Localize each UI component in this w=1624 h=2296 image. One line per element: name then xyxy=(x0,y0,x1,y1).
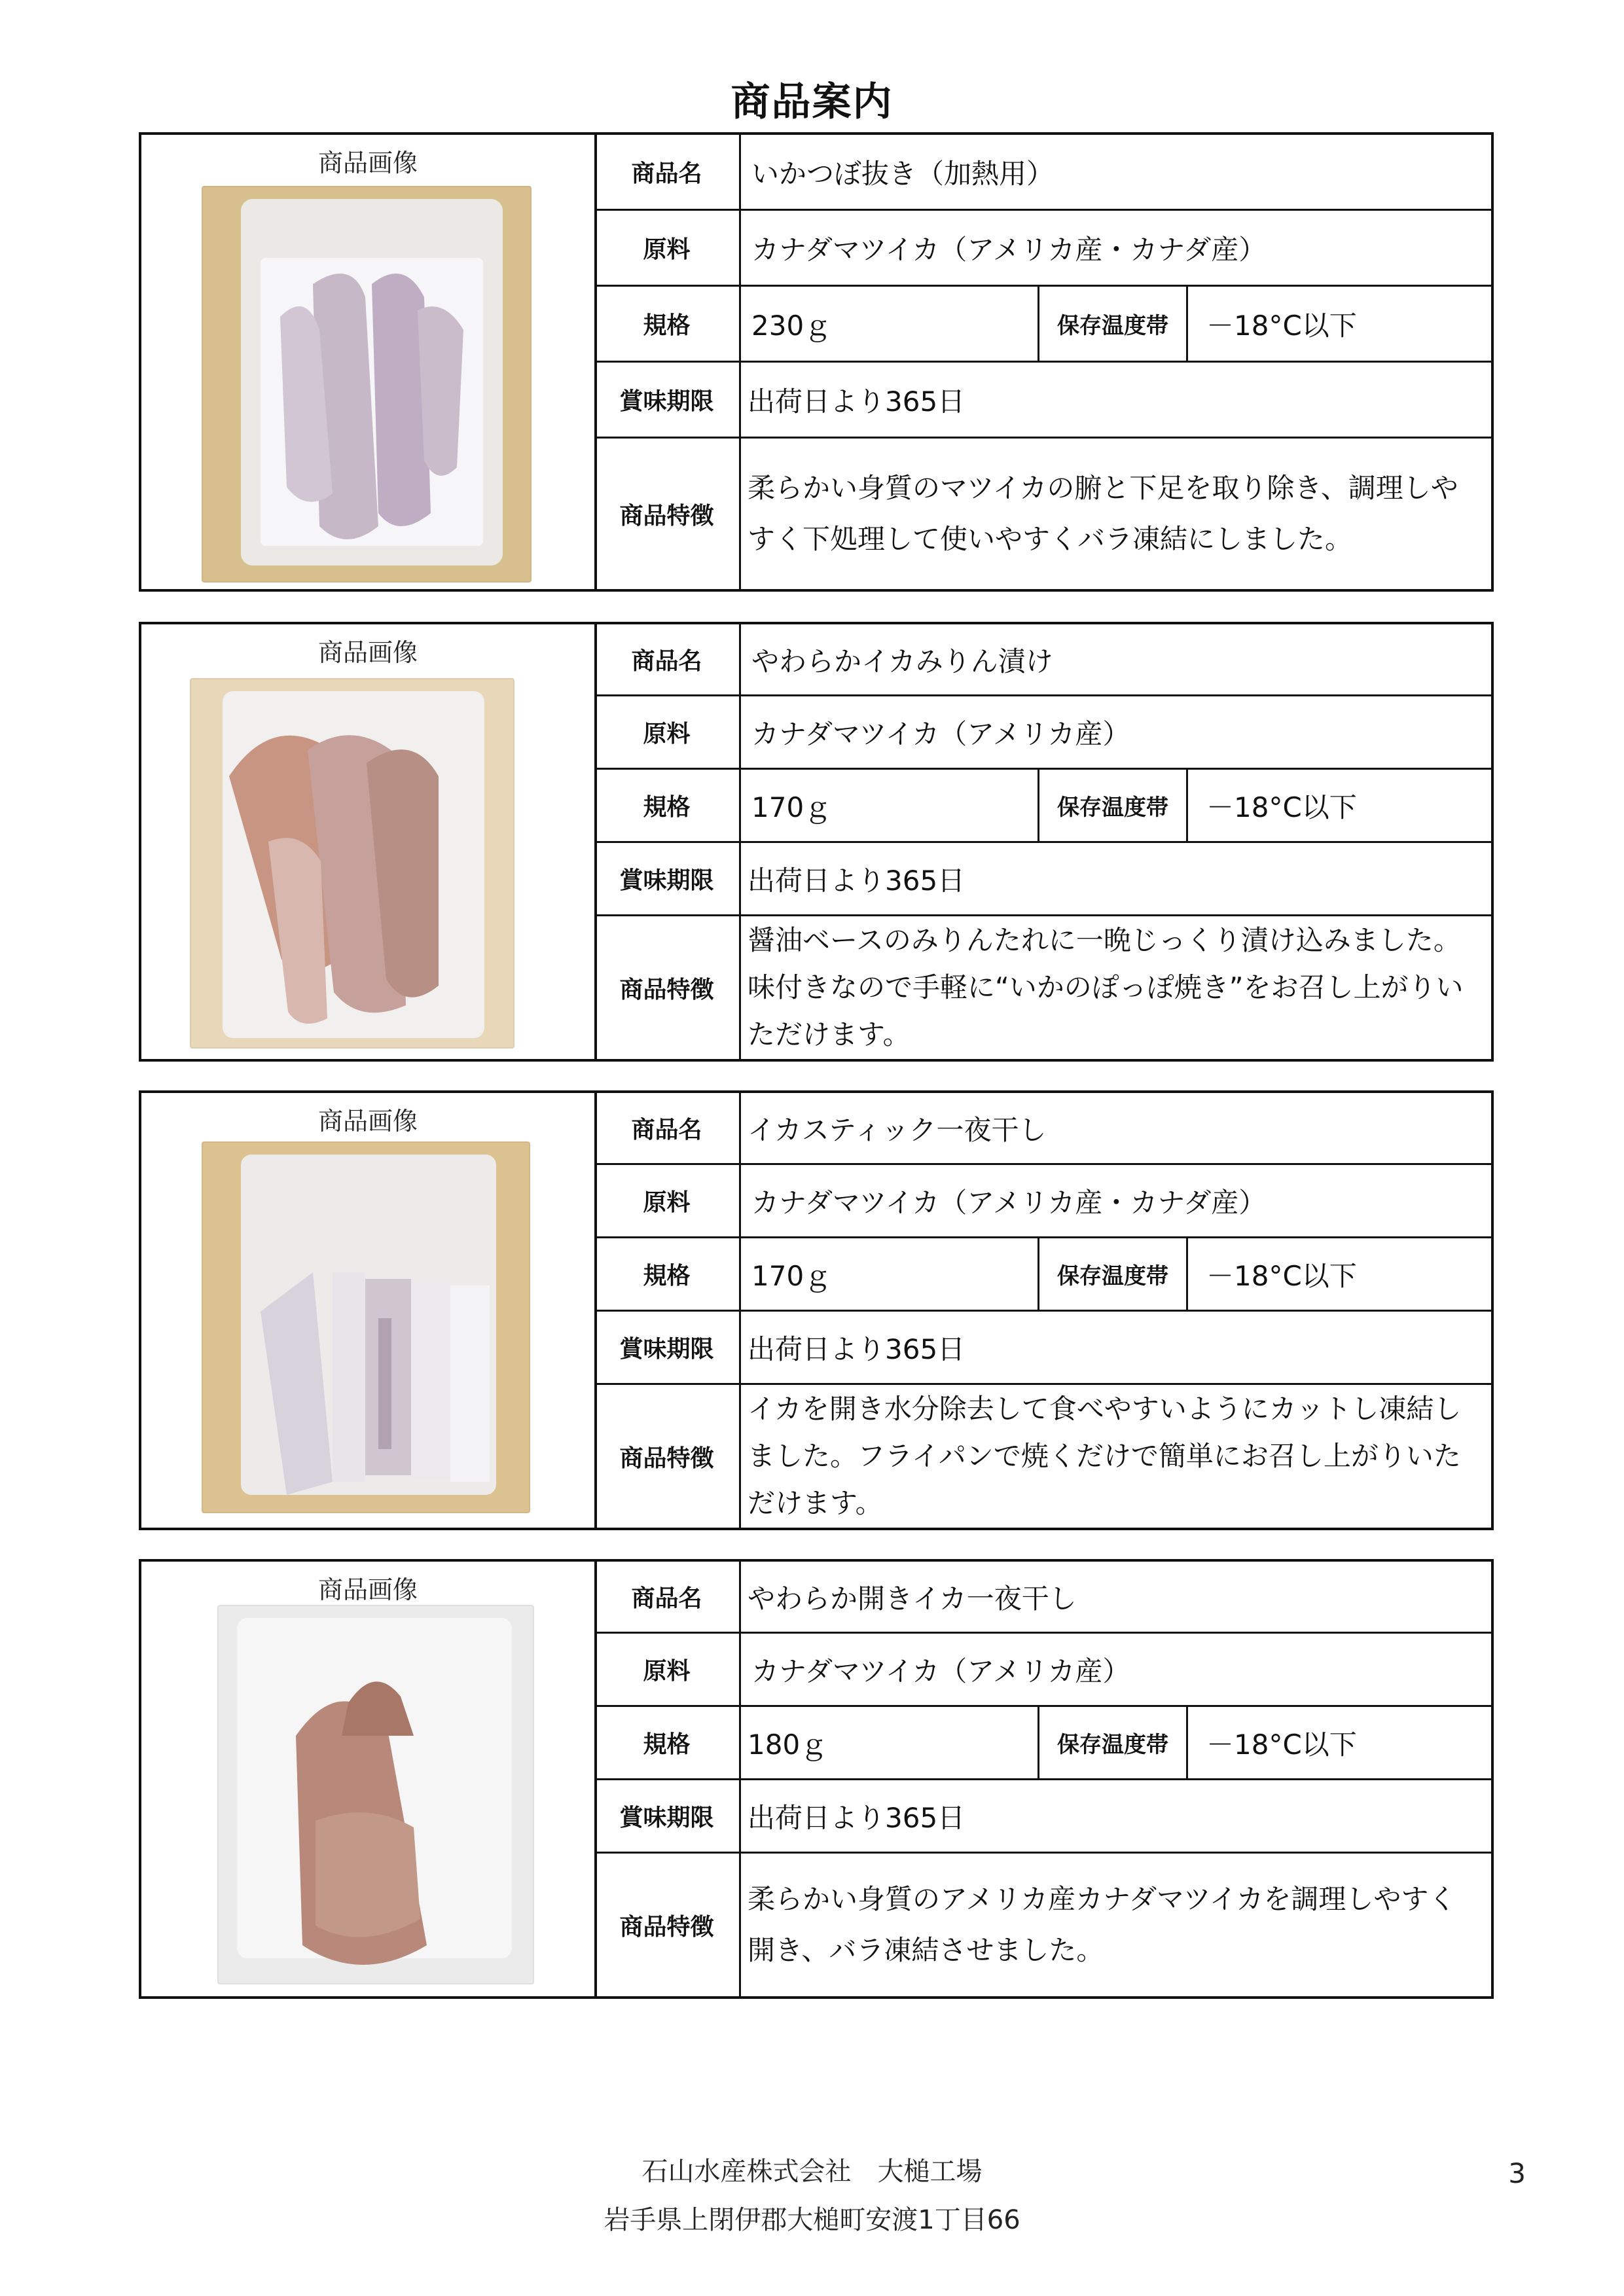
row-name xyxy=(594,624,1491,696)
label-spec: 規格 xyxy=(594,770,741,841)
row-name xyxy=(594,1562,1491,1634)
label-feature: 商品特徴 xyxy=(594,916,741,1059)
row-name xyxy=(594,1093,1491,1165)
label-material: 原料 xyxy=(594,1165,741,1236)
product-material: カナダマツイカ（アメリカ産） xyxy=(751,717,1130,750)
product-feature: 醤油ベースのみりんたれに一晩じっくり漬け込みました。味付きなので手軽に“いかのぽっぽ焼き”をお召し上がりいただけます。 xyxy=(748,924,1464,1050)
product-storage: －18°C以下 xyxy=(1206,1728,1357,1761)
product-name: イカスティック一夜干し xyxy=(748,1113,1047,1146)
product-name: やわらか開きイカ一夜干し xyxy=(748,1582,1077,1615)
product-name: いかつぼ抜き（加熱用） xyxy=(751,157,1055,190)
product-storage: －18°C以下 xyxy=(1206,791,1357,823)
product-name: やわらかイカみりん漬け xyxy=(751,645,1053,677)
row-feature xyxy=(594,1385,1491,1528)
row-expiry xyxy=(594,1312,1491,1385)
product-spec: 170ｇ xyxy=(751,791,832,823)
label-expiry: 賞味期限 xyxy=(594,843,741,914)
image-cell xyxy=(141,1562,597,1996)
product-spec: 170ｇ xyxy=(751,1259,832,1292)
row-feature xyxy=(594,1854,1491,1996)
footer-address: 岩手県上閉伊郡大槌町安渡1丁目66 xyxy=(604,2205,1020,2235)
label-material: 原料 xyxy=(594,696,741,768)
image-label: 商品画像 xyxy=(317,638,418,667)
label-name: 商品名 xyxy=(594,1562,741,1632)
row-feature xyxy=(594,439,1491,589)
product-table-3 xyxy=(139,1090,1494,1530)
product-photo xyxy=(217,1605,534,1984)
label-expiry: 賞味期限 xyxy=(594,1780,741,1852)
label-storage: 保存温度帯 xyxy=(1038,287,1188,361)
product-table-4 xyxy=(139,1559,1494,1999)
label-feature: 商品特徴 xyxy=(594,439,741,589)
product-photo xyxy=(190,678,514,1049)
product-storage: －18°C以下 xyxy=(1206,1259,1357,1292)
row-material xyxy=(594,1634,1491,1707)
label-material: 原料 xyxy=(594,1634,741,1705)
row-material xyxy=(594,1165,1491,1238)
row-material xyxy=(594,211,1491,287)
label-expiry: 賞味期限 xyxy=(594,363,741,437)
image-cell xyxy=(141,624,597,1059)
product-table-1 xyxy=(139,132,1494,592)
page-title: 商品案内 xyxy=(731,79,893,125)
label-material: 原料 xyxy=(594,211,741,285)
label-name: 商品名 xyxy=(594,624,741,694)
product-expiry: 出荷日より365日 xyxy=(748,385,965,418)
label-name: 商品名 xyxy=(594,135,741,209)
product-feature: イカを開き水分除去して食べやすいようにカットし凍結しました。フライパンで焼くだけで簡単にお召し上がりいただけます。 xyxy=(748,1393,1462,1519)
squid-package-photo xyxy=(190,678,514,1049)
product-spec: 230ｇ xyxy=(751,309,832,342)
row-expiry xyxy=(594,843,1491,916)
label-feature: 商品特徴 xyxy=(594,1854,741,1996)
product-expiry: 出荷日より365日 xyxy=(748,1333,965,1365)
label-storage: 保存温度帯 xyxy=(1038,770,1188,841)
image-cell xyxy=(141,135,597,589)
footer-company: 石山水産株式会社 大槌工場 xyxy=(641,2157,983,2187)
label-expiry: 賞味期限 xyxy=(594,1312,741,1383)
product-feature: 柔らかい身質のマツイカの腑と下足を取り除き、調理しやすく下処理して使いやすくバラ凍結にしました。 xyxy=(748,472,1458,555)
image-label: 商品画像 xyxy=(317,1107,418,1136)
label-storage: 保存温度帯 xyxy=(1038,1707,1188,1778)
product-expiry: 出荷日より365日 xyxy=(748,1801,965,1834)
row-expiry xyxy=(594,1780,1491,1854)
product-photo xyxy=(202,1141,530,1513)
page-number: 3 xyxy=(1508,2157,1526,2189)
row-name xyxy=(594,135,1491,211)
squid-package-photo xyxy=(202,1141,530,1513)
product-table-2 xyxy=(139,622,1494,1062)
product-material: カナダマツイカ（アメリカ産・カナダ産） xyxy=(751,1186,1267,1219)
row-material xyxy=(594,696,1491,770)
product-spec: 180ｇ xyxy=(748,1728,828,1761)
squid-package-photo xyxy=(202,186,532,583)
label-storage: 保存温度帯 xyxy=(1038,1238,1188,1310)
product-photo xyxy=(202,186,532,583)
product-storage: －18°C以下 xyxy=(1206,309,1357,342)
row-expiry xyxy=(594,363,1491,439)
label-name: 商品名 xyxy=(594,1093,741,1163)
product-material: カナダマツイカ（アメリカ産・カナダ産） xyxy=(751,233,1267,266)
image-cell xyxy=(141,1093,597,1528)
row-feature xyxy=(594,916,1491,1059)
product-expiry: 出荷日より365日 xyxy=(748,864,965,897)
label-spec: 規格 xyxy=(594,287,741,361)
image-label: 商品画像 xyxy=(317,149,418,177)
label-feature: 商品特徴 xyxy=(594,1385,741,1528)
product-feature: 柔らかい身質のアメリカ産カナダマツイカを調理しやすく開き、バラ凍結させました。 xyxy=(748,1883,1456,1966)
product-material: カナダマツイカ（アメリカ産） xyxy=(751,1655,1130,1687)
label-spec: 規格 xyxy=(594,1707,741,1778)
row-spec xyxy=(594,770,1491,843)
row-spec xyxy=(594,1238,1491,1312)
label-spec: 規格 xyxy=(594,1238,741,1310)
squid-package-photo xyxy=(217,1605,534,1984)
row-spec xyxy=(594,1707,1491,1780)
image-label: 商品画像 xyxy=(317,1575,418,1604)
row-spec xyxy=(594,287,1491,363)
